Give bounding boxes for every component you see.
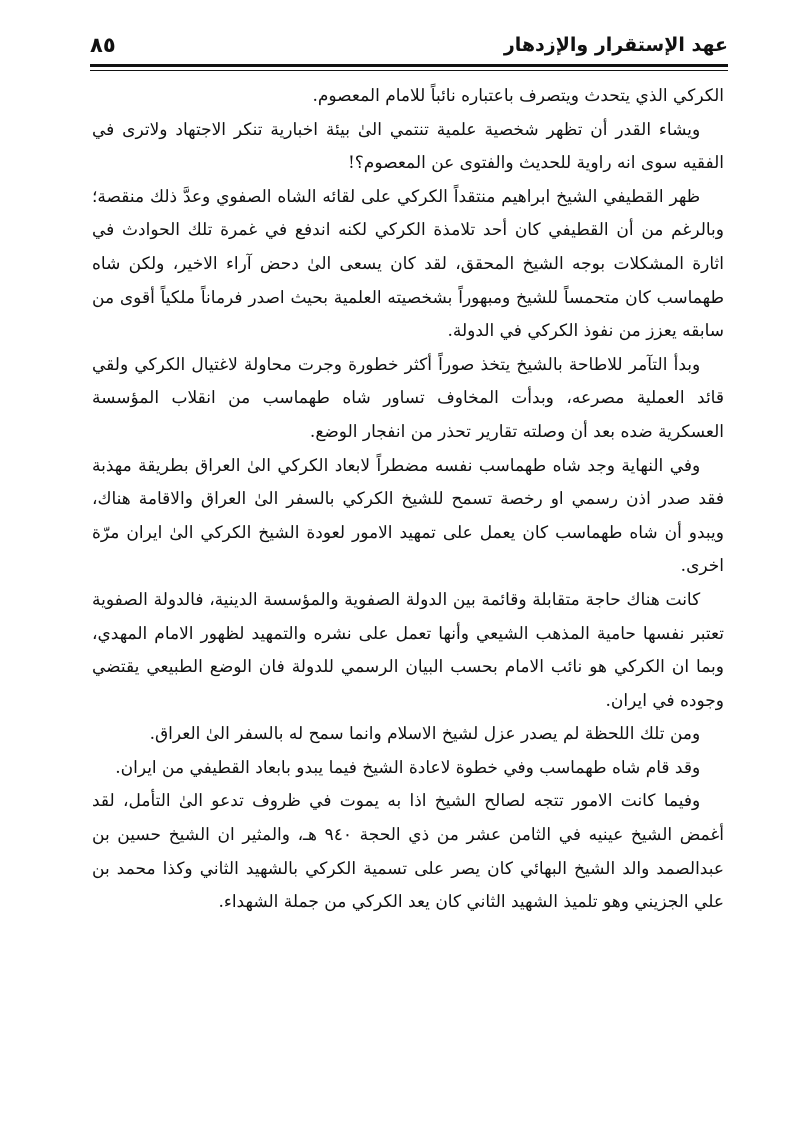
page-header [90, 28, 728, 62]
paragraph-2: ويشاء القدر أن تظهر شخصية علمية تنتمي الىٰ بيئة اخبارية تنكر الاجتهاد ولاترى في الفقيه سوى انه راوية للحديث والفتوى عن المعصوم؟! [92, 119, 724, 174]
page-number: ٨٥ [90, 33, 116, 57]
paragraph-9: وفيما كانت الامور تتجه لصالح الشيخ اذا به يموت في ظروف تدعو الىٰ التأمل، لقد أغمض الشيخ عينيه في الثامن عشر من ذي الحجة ٩٤٠ هـ، والمثير ان الشيخ حسين بن عبدالصمد والد الشيخ البهائي كان يصر على تسمية الكركي بالشهيد الثاني وكذا محمد بن علي الجزيني وهو تلميذ الشهيد الثاني كان يعد الكركي من جملة الشهداء. [92, 791, 725, 913]
paragraph-7: ومن تلك اللحظة لم يصدر عزل لشيخ الاسلام وانما سمح له بالسفر الىٰ العراق. [149, 724, 701, 745]
paragraph-3: ظهر القطيفي الشيخ ابراهيم منتقداً الكركي على لقائه الشاه الصفوي وعدَّ ذلك منقصة؛ وبالرغم من أن القطيفي كان أحد تلامذة الكركي لكنه اندفع في غمرة تلك الحوادث في اثارة المشكلات بوجه الشيخ المحقق، لقد كان يسعى الىٰ دحض آراء الاخير، ولكن شاه طهماسب كان متحمساً للشيخ ومبهوراً بشخصيته العلمية بحيث اصدر فرماناً ملكياً أقوى من سابقه يعزز من نفوذ الكركي في الدولة. [92, 186, 724, 342]
paragraph-1: الكركي الذي يتحدث ويتصرف باعتباره نائباً للامام المعصوم. [312, 86, 724, 106]
paragraph-5: وفي النهاية وجد شاه طهماسب نفسه مضطراً لابعاد الكركي الىٰ العراق بطريقة مهذبة فقد صدر اذن رسمي او رخصة تسمح للشيخ الكركي بالسفر الىٰ العراق والاقامة هناك، ويبدو أن شاه طهماسب كان يعمل على تمهيد الامور لعودة الشيخ الكركي الىٰ ايران مرّة اخرى. [92, 455, 724, 577]
header-rule-thin [90, 70, 728, 71]
paragraph-8: وقد قام شاه طهماسب وفي خطوة لاعادة الشيخ فيما يبدو بابعاد القطيفي من ايران. [115, 757, 701, 778]
paragraph-6: كانت هناك حاجة متقابلة وقائمة بين الدولة الصفوية والمؤسسة الدينية، فالدولة الصفوية تعتبر نفسها حامية المذهب الشيعي وأنها تعمل على نشره والتمهيد لظهور الامام المهدي، وبما ان الكركي هو نائب الامام بحسب البيان الرسمي للدولة فان الوضع الطبيعي يقتضي وجوده في ايران. [92, 589, 724, 711]
body-text [92, 80, 724, 920]
header-rule-thick [90, 64, 728, 67]
paragraph-4: وبدأ التآمر للاطاحة بالشيخ يتخذ صوراً أكثر خطورة وجرت محاولة لاغتيال الكركي ولقي قائد العملية مصرعه، وبدأت المخاوف تساور شاه طهماسب من انقلاب المؤسسة العسكرية ضده بعد أن وصلته تقارير تحذر من انفجار الوضع. [92, 354, 724, 442]
running-title: عهد الإستقرار والإزدهار [503, 34, 728, 56]
